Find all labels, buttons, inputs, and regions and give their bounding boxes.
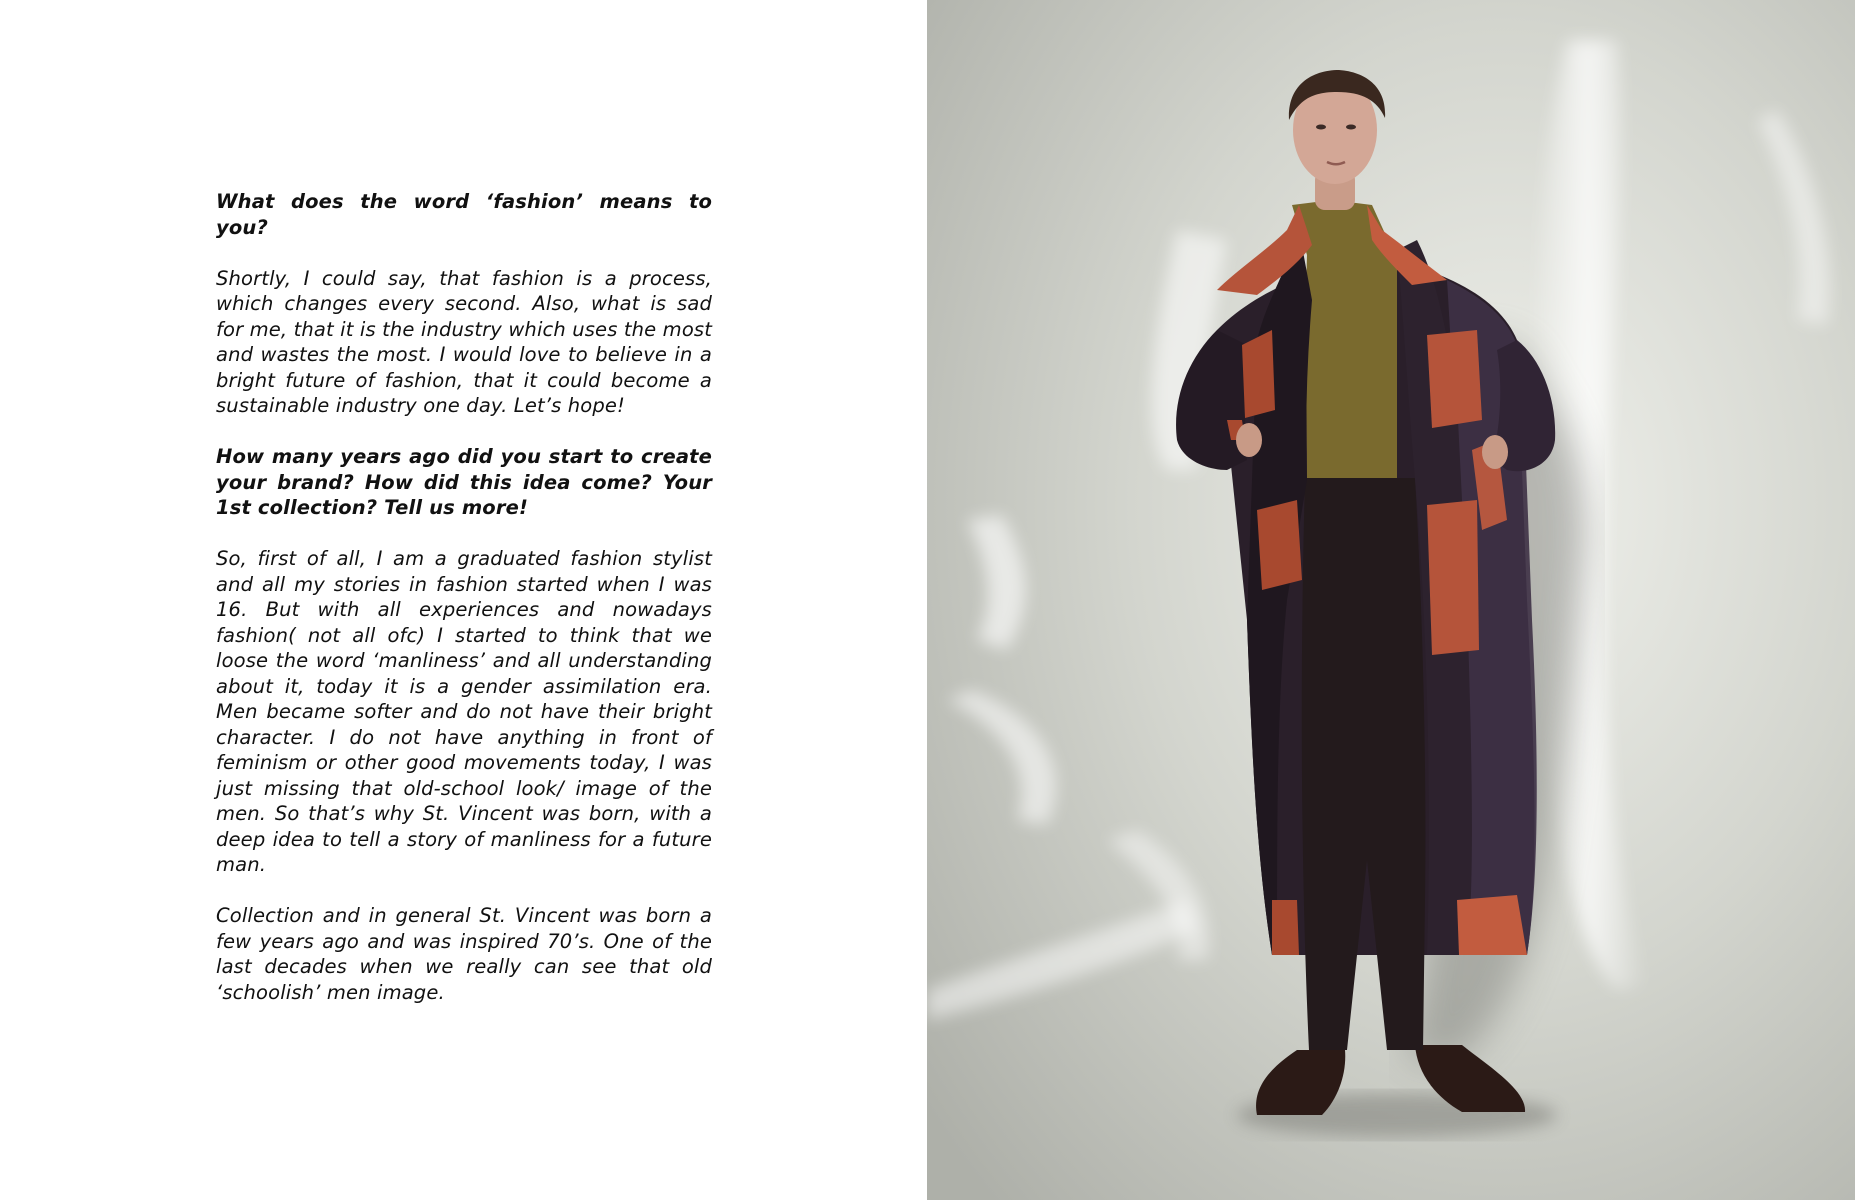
right-hand (1482, 435, 1508, 469)
model-photo (927, 0, 1855, 1200)
hem-right (1457, 895, 1527, 955)
hip-patch-left (1257, 500, 1302, 590)
answer-1: Shortly, I could say, that fashion is a process, which changes every second. Also, what is sad for me, that it is the industry which uses the most and wastes the most. I would love to believe in a bright future of fashion, that it could become a sustainable industry one day. Let’s hope! (216, 266, 712, 417)
hip-patch-right (1427, 500, 1479, 655)
question-2: How many years ago did you start to create your brand? How did this idea come? Your 1st collection? Tell us more! (216, 445, 712, 519)
answer-3: Collection and in general St. Vincent was born a few years ago and was inspired 70’s. One of the last decades when we really can see that old ‘schoolish’ men image. (216, 904, 712, 1004)
answer-2: So, first of all, I am a graduated fashion stylist and all my stories in fashion started when I was 16. But with all experiences and nowadays fashion( not all ofc) I started to think that we loose the word ‘manliness’ and all understanding about it, today it is a gender assimilation era. Men became softer and do not have their bright character. I do not have anything in front of feminism or other good movements today, I was just missing that old-school look/ image of the men. So that’s why St. Vincent was born, with a deep idea to tell a story of manliness for a future man. (216, 547, 712, 876)
question-1: What does the word ‘fashion’ means to you? (216, 190, 712, 239)
left-hand (1236, 423, 1262, 457)
interview-text (216, 189, 712, 1031)
chest-patch-left (1242, 330, 1275, 418)
chest-patch-right (1427, 330, 1482, 428)
hem-left (1272, 900, 1299, 955)
fashion-photo-page (927, 0, 1855, 1200)
left-page (0, 0, 927, 1200)
